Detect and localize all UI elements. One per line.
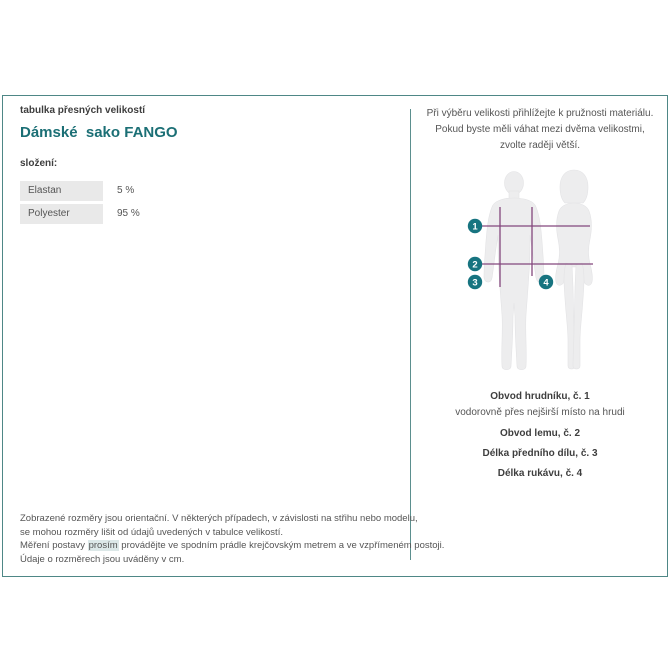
fit-advice-line: zvolte raději větší. [499, 140, 581, 151]
material-value-cell: 95 % [117, 208, 140, 219]
composition-table [20, 181, 140, 227]
material-value-cell: 5 % [117, 185, 135, 196]
marker-number: 4 [543, 277, 549, 289]
measurement-note: vodorovně přes nejširší místo na hrudi [455, 407, 625, 418]
column-divider [410, 109, 411, 560]
composition-heading: složení: [20, 158, 58, 169]
female-silhouette [556, 170, 593, 369]
male-silhouette [484, 172, 544, 370]
disclaimer-line: Zobrazené rozměry jsou orientační. V některých případech, v závislosti na střihu nebo modelu, [20, 513, 418, 524]
size-diagram [460, 167, 620, 379]
marker-number: 2 [472, 259, 478, 271]
product-title: Dámské sako FANGO [20, 124, 178, 141]
measurement-disclaimer [20, 512, 444, 566]
measurement-definitions [412, 390, 668, 481]
marker-1 [468, 219, 482, 233]
disclaimer-line: Údaje o rozměrech jsou uváděny v cm. [20, 553, 185, 565]
table-row [20, 181, 140, 201]
disclaimer-text: provádějte ve spodním prádle krejčovským metrem a ve vzpřímeném postoji. [118, 540, 445, 551]
measurement-label: Délka předního dílu, č. 3 [482, 448, 598, 459]
marker-number: 3 [472, 277, 478, 289]
size-table-caption: tabulka přesných velikostí [20, 105, 146, 116]
marker-number: 1 [472, 221, 478, 233]
marker-4 [539, 275, 553, 289]
marker-2 [468, 257, 482, 271]
disclaimer-text: Měření postavy [20, 540, 88, 551]
highlighted-word: prosím [88, 540, 118, 551]
fit-advice-line: Při výběru velikosti přihlížejte k pružnosti materiálu. [426, 108, 654, 119]
disclaimer-line: se mohou rozměry lišit od údajů uvedených v tabulce velikostí. [20, 526, 283, 538]
material-label-cell: Polyester [20, 204, 103, 224]
material-label-cell: Elastan [20, 181, 103, 201]
measurement-label: Obvod hrudníku, č. 1 [490, 391, 590, 402]
disclaimer-line [20, 539, 444, 553]
table-row [20, 204, 140, 224]
marker-3 [468, 275, 482, 289]
fit-advice-line: Pokud byste měli váhat mezi dvěma velikostmi, [435, 124, 645, 135]
fit-advice [412, 106, 668, 154]
measurement-label: Délka rukávu, č. 4 [497, 468, 583, 479]
measurement-label: Obvod lemu, č. 2 [499, 428, 581, 439]
